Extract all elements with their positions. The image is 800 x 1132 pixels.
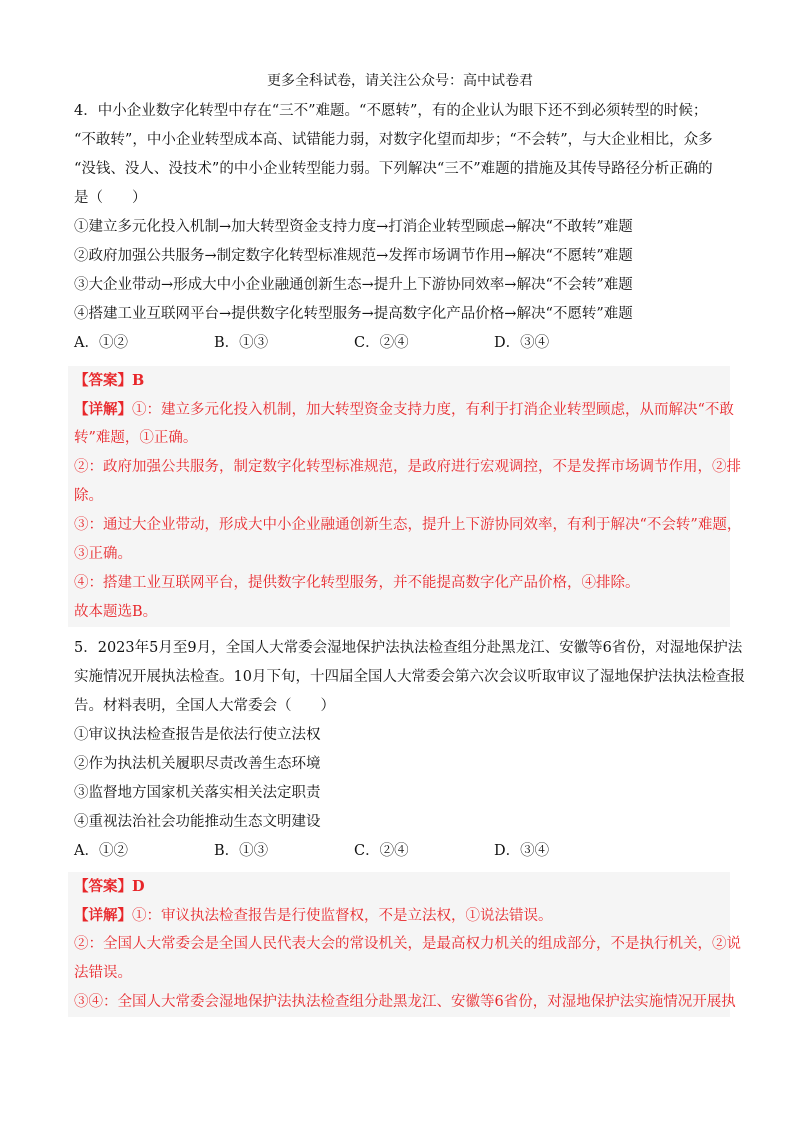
q5-analysis-tag: 【详解】 xyxy=(74,907,132,924)
q4-analysis-line: ③正确。 xyxy=(74,546,132,562)
q5-choice-a: A．①② xyxy=(74,843,128,859)
q5-choices xyxy=(74,837,728,866)
q5-answer-tag: 【答案】 xyxy=(74,878,132,895)
q5-analysis-line xyxy=(74,901,724,930)
question-4 xyxy=(74,97,728,358)
q4-option-item: ②政府加强公共服务→制定数字化转型标准规范→发挥市场调节作用→解决“不愿转”难题 xyxy=(74,248,633,264)
q5-stem-line: 告。材料表明，全国人大常委会（ ） xyxy=(74,698,335,714)
q5-stem-line: 5．2023年5月至9月，全国人大常委会湿地保护法执法检查组分赴黑龙江、安徽等6省份，对湿地保护法 xyxy=(74,640,743,656)
q4-choices xyxy=(74,329,728,358)
q4-analysis-line: ④：搭建工业互联网平台，提供数字化转型服务，并不能提高数字化产品价格，④排除。 xyxy=(74,575,640,591)
q4-answer-box xyxy=(68,366,742,627)
q4-analysis-line xyxy=(74,395,734,424)
q5-answer xyxy=(74,872,724,901)
question-5 xyxy=(74,634,745,866)
q5-answer-value: D xyxy=(132,878,145,895)
q4-analysis-tag: 【详解】 xyxy=(74,401,132,418)
q5-option-item: ②作为执法机关履职尽责改善生态环境 xyxy=(74,756,321,772)
q4-analysis-line: ②：政府加强公共服务，制定数字化转型标准规范，是政府进行宏观调控，不是发挥市场调节作用，②排 xyxy=(74,459,741,475)
q4-option-item: ④搭建工业互联网平台→提供数字化转型服务→提高数字化产品价格→解决“不愿转”难题 xyxy=(74,306,633,322)
q4-stem-line: 是（ ） xyxy=(74,190,147,206)
q4-answer xyxy=(74,366,724,395)
q5-option-item: ③监督地方国家机关落实相关法定职责 xyxy=(74,785,321,801)
q5-analysis-line: ③④：全国人大常委会湿地保护法执法检查组分赴黑龙江、安徽等6省份，对湿地保护法实施情况开展执 xyxy=(74,994,736,1010)
q4-stem-line: 4．中小企业数字化转型中存在“三不”难题。“不愿转”，有的企业认为眼下还不到必须转型的时候； xyxy=(74,103,708,119)
q4-option-item: ①建立多元化投入机制→加大转型资金支持力度→打消企业转型顾虑→解决“不敢转”难题 xyxy=(74,219,633,235)
q5-analysis-line: 法错误。 xyxy=(74,965,132,981)
q4-choice-b: B．①③ xyxy=(214,335,269,351)
q4-analysis-line: 故本题选B。 xyxy=(74,604,158,620)
q4-option-item: ③大企业带动→形成大中小企业融通创新生态→提升上下游协同效率→解决“不会转”难题 xyxy=(74,277,633,293)
q4-choice-c: C．②④ xyxy=(354,335,409,351)
q4-answer-value: B xyxy=(132,372,145,389)
q4-analysis-line: 除。 xyxy=(74,488,103,504)
q5-answer-box xyxy=(68,872,741,1017)
q4-analysis-text: ①：建立多元化投入机制，加大转型资金支持力度，有利于打消企业转型顾虑，从而解决“不敢 xyxy=(132,402,734,418)
q4-analysis-line: ③：通过大企业带动，形成大中小企业融通创新生态，提升上下游协同效率，有利于解决“不会转”难题， xyxy=(74,517,742,533)
q4-answer-tag: 【答案】 xyxy=(74,372,132,389)
q5-option-item: ④重视法治社会功能推动生态文明建设 xyxy=(74,814,321,830)
q5-choice-c: C．②④ xyxy=(354,843,409,859)
q5-analysis-text: ①：审议执法检查报告是行使监督权，不是立法权，①说法错误。 xyxy=(132,908,553,924)
q5-stem-line: 实施情况开展执法检查。10月下旬，十四届全国人大常委会第六次会议听取审议了湿地保护法执法检查报 xyxy=(74,669,745,685)
q5-option-item: ①审议执法检查报告是依法行使立法权 xyxy=(74,727,321,743)
q5-choice-d: D．③④ xyxy=(494,843,550,859)
page-header: 更多全科试卷，请关注公众号：高中试卷君 xyxy=(267,73,533,89)
q5-analysis-line: ②：全国人大常委会是全国人民代表大会的常设机关，是最高权力机关的组成部分，不是执行机关，②说 xyxy=(74,936,741,952)
q5-choice-b: B．①③ xyxy=(214,843,269,859)
q4-choice-d: D．③④ xyxy=(494,335,550,351)
q4-analysis-line: 转”难题，①正确。 xyxy=(74,430,198,446)
q4-stem-line: “不敢转”，中小企业转型成本高、试错能力弱，对数字化望而却步；“不会转”，与大企业相比，众多 xyxy=(74,132,713,148)
q4-choice-a: A．①② xyxy=(74,335,128,351)
q4-stem-line: “没钱、没人、没技术”的中小企业转型能力弱。下列解决“三不”难题的措施及其传导路径分析正确的 xyxy=(74,161,713,177)
